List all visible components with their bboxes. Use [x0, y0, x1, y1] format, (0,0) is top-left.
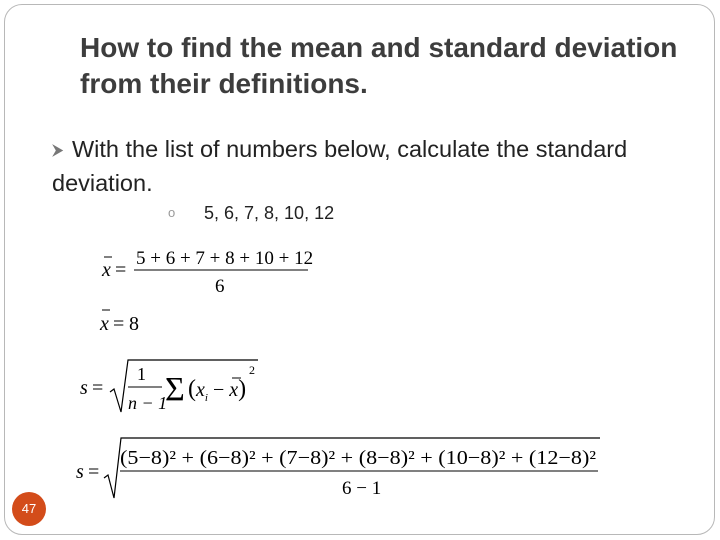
- sd-definition-equation: [76, 354, 266, 416]
- equals-sign-2: =: [113, 313, 125, 335]
- circle-bullet-icon: o: [168, 205, 176, 220]
- mean-result-equation: [96, 302, 176, 338]
- equals-sign-4: =: [88, 461, 100, 483]
- sd-fraction-denominator: n − 1: [128, 393, 168, 413]
- sd-sub-numerator: (5−8)² + (6−8)² + (7−8)² + (8−8)² + (10−8)² + (12−8)²: [120, 447, 596, 469]
- sd-lhs-variable: s: [80, 377, 88, 399]
- sd-sub-denominator: 6 − 1: [342, 478, 382, 499]
- mean-lhs-variable: x: [102, 259, 111, 281]
- equals-sign-3: =: [92, 377, 104, 399]
- bullet-item: [52, 133, 672, 199]
- bullet-arrow-icon: ⮞: [52, 142, 64, 159]
- slide-title: How to find the mean and standard deviation from their definitions.: [80, 32, 678, 99]
- sd-term: ($x_i$ − x): [188, 376, 247, 404]
- mean-result-value: 8: [129, 313, 139, 335]
- mean-denominator: 6: [215, 276, 225, 297]
- bullet-text: With the list of numbers below, calculate the standard deviation.: [52, 136, 628, 196]
- summation-sign: Σ: [165, 371, 185, 408]
- mean-numerator: 5 + 6 + 7 + 8 + 10 + 12: [136, 248, 314, 269]
- sd-sub-lhs: s: [76, 461, 84, 483]
- sd-substituted-equation: [70, 434, 606, 500]
- mean-formula-equation: [96, 240, 316, 300]
- sub-bullet-item: [168, 203, 334, 224]
- mean-result-lhs: x: [100, 313, 109, 335]
- sd-exponent: 2: [249, 363, 255, 377]
- equals-sign: =: [115, 259, 127, 281]
- sd-fraction-numerator: 1: [137, 364, 146, 384]
- number-list: 5, 6, 7, 8, 10, 12: [204, 203, 335, 223]
- page-number-badge: 47: [12, 492, 46, 526]
